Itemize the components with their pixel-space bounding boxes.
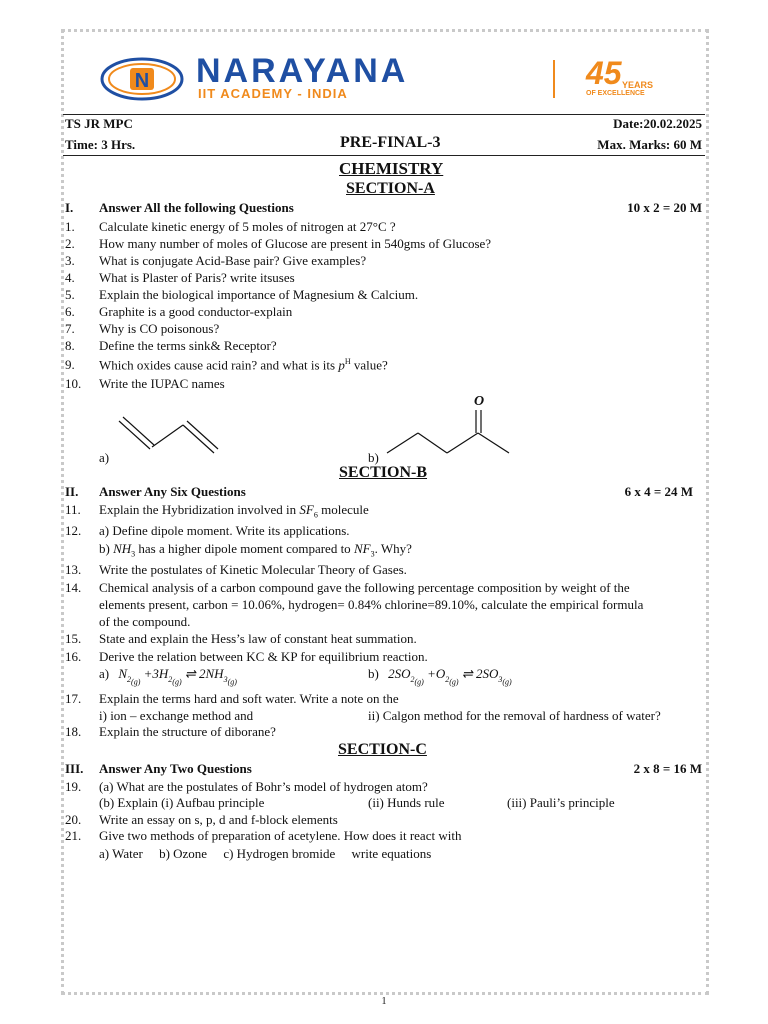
- q-number: 13.: [65, 562, 82, 577]
- question-text: Calculate kinetic energy of 5 moles of nitrogen at 27°C ?: [99, 219, 396, 234]
- question-text: (iii) Pauli’s principle: [507, 795, 615, 810]
- q-number: 8.: [65, 338, 75, 353]
- q-number: 7.: [65, 321, 75, 336]
- section-a-roman: I.: [65, 200, 74, 215]
- brand-name: NARAYANA: [196, 52, 409, 90]
- course-label: TS JR MPC: [65, 116, 133, 131]
- q-number: 9.: [65, 357, 75, 372]
- sf6-subscript: 6: [313, 510, 318, 520]
- structure-a-label: a): [99, 450, 110, 465]
- question-text: Explain the terms hard and soft water. Write a note on the: [99, 691, 399, 706]
- structure-b-oxygen: O: [474, 394, 485, 409]
- anniversary-number: 45: [586, 55, 622, 91]
- logo-divider: [553, 60, 555, 98]
- section-c-title: SECTION-C: [338, 741, 427, 758]
- anniversary-years: YEARS: [622, 80, 654, 90]
- question-text: [99, 502, 369, 520]
- exam-date: Date:20.02.2025: [613, 116, 702, 131]
- eq-a-label: a): [99, 666, 110, 681]
- question-text: Give two methods of preparation of acetylene. How does it react with: [99, 828, 462, 843]
- section-c-roman: III.: [65, 761, 84, 776]
- exam-duration: Time: 3 Hrs.: [65, 137, 136, 152]
- section-a-instruction: Answer All the following Questions: [99, 200, 294, 215]
- question-text: a) Define dipole moment. Write its applications.: [99, 523, 350, 538]
- section-a-marks: 10 x 2 = 20 M: [627, 200, 702, 215]
- question-text: i) ion – exchange method and: [99, 708, 254, 723]
- question-text: What is conjugate Acid-Base pair? Give examples?: [99, 253, 367, 268]
- section-a-title: SECTION-A: [346, 180, 435, 197]
- exam-title: PRE-FINAL-3: [340, 134, 441, 151]
- question-text: Write the postulates of Kinetic Molecular Theory of Gases.: [99, 562, 407, 577]
- question-text: Derive the relation between KC & KP for equilibrium reaction.: [99, 649, 428, 664]
- question-text: (ii) Hunds rule: [368, 795, 445, 810]
- svg-text:N: N: [134, 70, 150, 92]
- q-number: 2.: [65, 236, 75, 251]
- question-text: Explain the biological importance of Magnesium & Calcium.: [99, 287, 419, 302]
- q-number: 14.: [65, 580, 82, 595]
- q-number: 21.: [65, 828, 82, 843]
- section-b-roman: II.: [65, 484, 79, 499]
- page-number: 1: [381, 996, 387, 1007]
- question-text: [99, 541, 412, 559]
- ph-superscript: H: [344, 357, 351, 366]
- header-rule: [63, 114, 705, 115]
- q-number: 20.: [65, 812, 82, 827]
- structure-b-label: b): [368, 450, 379, 465]
- ph-symbol: p: [338, 357, 345, 373]
- subject-title: CHEMISTRY: [339, 159, 444, 178]
- q-number: 5.: [65, 287, 75, 302]
- q12b-text: has a higher dipole moment compared to: [138, 541, 351, 556]
- narayana-seal-icon: [100, 57, 184, 101]
- anniversary-subtitle: OF EXCELLENCE: [586, 90, 645, 97]
- question-text: Write an essay on s, p, d and f-block elements: [99, 812, 338, 827]
- q-number: 18.: [65, 724, 82, 739]
- q-number: 15.: [65, 631, 82, 646]
- section-b-title: SECTION-B: [339, 464, 428, 481]
- question-text: (a) What are the postulates of Bohr’s model of hydrogen atom?: [99, 779, 428, 794]
- nh3-subscript: 3: [131, 549, 136, 559]
- q-number: 10.: [65, 376, 82, 391]
- question-text: [99, 357, 388, 373]
- question-text: ii) Calgon method for the removal of hardness of water?: [368, 708, 661, 723]
- section-b-instruction: Answer Any Six Questions: [99, 484, 246, 499]
- question-text: a) Water b) Ozone c) Hydrogen bromide write equations: [99, 846, 432, 861]
- question-text: Why is CO poisonous?: [99, 321, 220, 336]
- q11-tail: molecule: [321, 502, 369, 517]
- meta-rule: [63, 155, 705, 156]
- q9-text: Which oxides cause acid rain? and what is its: [99, 357, 336, 373]
- question-text: Define the terms sink& Receptor?: [99, 338, 277, 353]
- nh3-formula: NH: [113, 541, 132, 556]
- q-number: 4.: [65, 270, 75, 285]
- question-text: Explain the structure of diborane?: [99, 724, 276, 739]
- brand-subtitle: IIT ACADEMY - INDIA: [198, 86, 348, 101]
- q-number: 11.: [65, 502, 81, 517]
- q-number: 6.: [65, 304, 75, 319]
- section-c-instruction: Answer Any Two Questions: [99, 761, 252, 776]
- structure-a-butadiene: [115, 415, 220, 457]
- equation-a: a) $N_{2_{(g)}} +3H_{2_{(g)}}$ ⇌ $2NH_{3_{(g)}}$: [99, 666, 237, 687]
- eq-b-label: b): [368, 666, 379, 681]
- question-text: How many number of moles of Glucose are present in 540gms of Glucose?: [99, 236, 492, 251]
- question-text: Write the IUPAC names: [99, 376, 225, 391]
- question-text: elements present, carbon = 10.06%, hydrogen= 0.84% chlorine=89.10%, calculate the empirical formula: [99, 597, 644, 612]
- structure-b-butanone: [385, 408, 515, 458]
- nf3-formula: NF: [353, 541, 371, 556]
- q-number: 19.: [65, 779, 82, 794]
- question-text: What is Plaster of Paris? write itsuses: [99, 270, 295, 285]
- q-number: 12.: [65, 523, 82, 538]
- q11-text: Explain the Hybridization involved in: [99, 502, 297, 517]
- question-text: State and explain the Hess’s law of constant heat summation.: [99, 631, 417, 646]
- q-number: 3.: [65, 253, 75, 268]
- max-marks: Max. Marks: 60 M: [597, 137, 702, 152]
- q9-tail: value?: [353, 357, 388, 373]
- q-number: 16.: [65, 649, 82, 664]
- q12b-label: b): [99, 541, 110, 556]
- question-text: of the compound.: [99, 614, 191, 629]
- section-c-marks: 2 x 8 = 16 M: [633, 761, 702, 776]
- nf3-subscript: 3: [370, 549, 375, 559]
- q12b-tail: . Why?: [374, 541, 412, 556]
- question-text: Graphite is a good conductor-explain: [99, 304, 293, 319]
- equation-b: b) $2SO_{2_{(g)}} +O_{2_{(g)}}$ ⇌ $2SO_{3_{(g)}}$: [368, 666, 512, 687]
- question-text: (b) Explain (i) Aufbau principle: [99, 795, 265, 810]
- q-number: 17.: [65, 691, 82, 706]
- section-b-marks: 6 x 4 = 24 M: [624, 484, 693, 499]
- sf6-formula: SF: [299, 502, 314, 517]
- question-text: Chemical analysis of a carbon compound gave the following percentage composition by weight of the: [99, 580, 630, 595]
- q-number: 1.: [65, 219, 75, 234]
